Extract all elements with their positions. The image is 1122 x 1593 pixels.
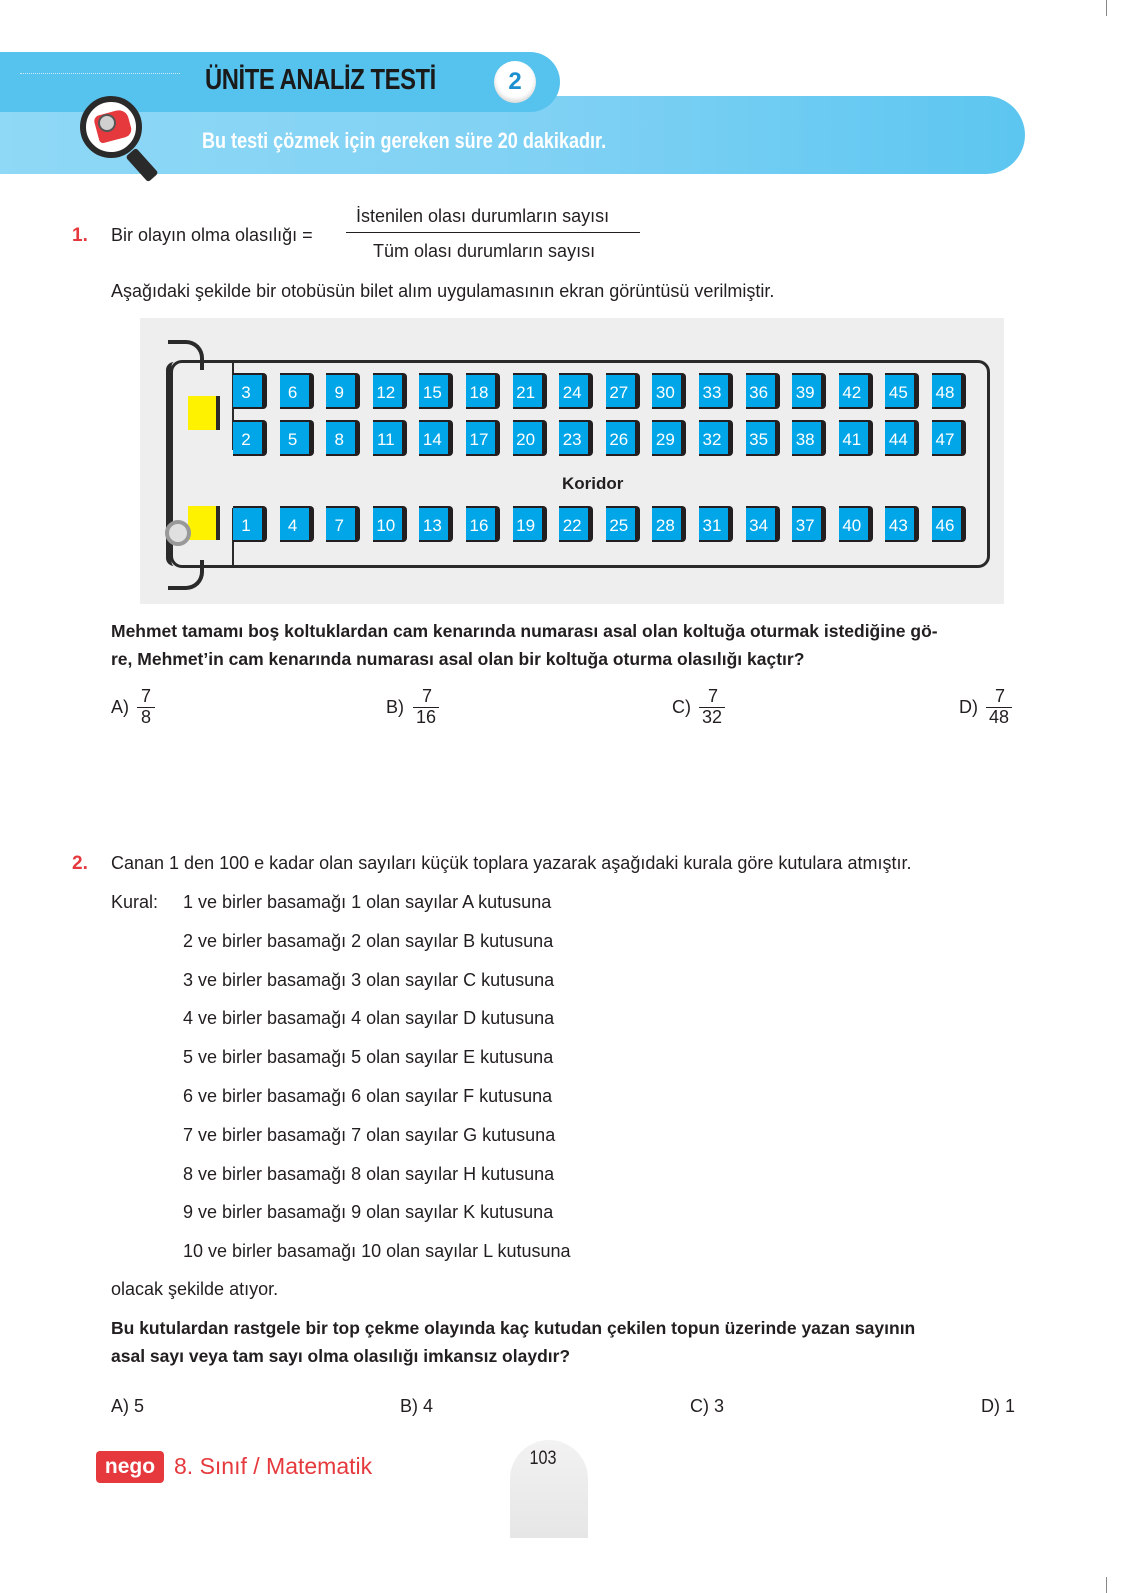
seat[interactable]: 8 — [326, 420, 360, 456]
seat[interactable]: 38 — [792, 420, 826, 456]
rule-item: 3 ve birler basamağı 3 olan sayılar C kutusuna — [183, 969, 555, 990]
stopwatch-icon — [98, 114, 116, 132]
option-label: A) — [111, 697, 129, 717]
seat[interactable]: 23 — [559, 420, 593, 456]
formula-numerator: İstenilen olası durumların sayısı — [356, 206, 610, 226]
seat[interactable]: 20 — [513, 420, 547, 456]
seat[interactable]: 15 — [419, 373, 453, 409]
rule-item: 6 ve birler basamağı 6 olan sayılar F kutusuna — [183, 1086, 553, 1106]
question-2-text-line2: asal sayı veya tam sayı olma olasılığı imkansız olaydır? — [111, 1346, 571, 1366]
question-2-outro: olacak şekilde atıyor. — [111, 1279, 279, 1299]
option-numerator: 7 — [141, 686, 152, 706]
option-a[interactable]: A) 5 — [111, 1396, 145, 1416]
seat[interactable]: 17 — [466, 420, 500, 456]
option-denominator: 16 — [416, 707, 437, 727]
question-2-number: 2. — [72, 853, 88, 874]
seat[interactable]: 28 — [652, 506, 686, 542]
question-1-number: 1. — [72, 225, 88, 246]
steering-wheel-icon — [165, 520, 191, 546]
page-number: 103 — [529, 1448, 557, 1469]
seat[interactable]: 37 — [792, 506, 826, 542]
footer-subject: 8. Sınıf / Matematik — [174, 1453, 373, 1479]
seat[interactable]: 35 — [746, 420, 780, 456]
seat[interactable]: 5 — [280, 420, 314, 456]
option-denominator: 8 — [141, 707, 152, 727]
test-number-badge: 2 — [494, 61, 536, 103]
seat[interactable]: 24 — [559, 373, 593, 409]
seat[interactable]: 34 — [746, 506, 780, 542]
seat[interactable]: 30 — [652, 373, 686, 409]
option-numerator: 7 — [422, 686, 433, 706]
seat[interactable]: 25 — [606, 506, 640, 542]
seat[interactable]: 45 — [885, 373, 919, 409]
rule-item: 1 ve birler basamağı 1 olan sayılar A kutusuna — [183, 892, 552, 912]
seat[interactable]: 46 — [932, 506, 966, 542]
rule-item: 9 ve birler basamağı 9 olan sayılar K kutusuna — [183, 1202, 554, 1223]
seat[interactable]: 7 — [326, 506, 360, 542]
rule-item: 8 ve birler basamağı 8 olan sayılar H kutusuna — [183, 1163, 555, 1184]
seat[interactable]: 29 — [652, 420, 686, 456]
seat[interactable]: 26 — [606, 420, 640, 456]
question-2-intro: Canan 1 den 100 e kadar olan sayıları küçük toplara yazarak aşağıdaki kurala göre kutulara atmıştır. — [111, 853, 912, 873]
rule-item: 5 ve birler basamağı 5 olan sayılar E kutusuna — [183, 1047, 554, 1068]
seat[interactable]: 36 — [746, 373, 780, 409]
seat[interactable]: 19 — [513, 506, 547, 542]
seat[interactable]: 6 — [280, 373, 314, 409]
seat[interactable]: 32 — [699, 420, 733, 456]
seat[interactable]: 47 — [932, 420, 966, 456]
attendant-seat — [188, 396, 220, 430]
seat[interactable]: 43 — [885, 506, 919, 542]
seat[interactable]: 40 — [839, 506, 873, 542]
rule-label: Kural: — [111, 892, 159, 912]
seat[interactable]: 41 — [839, 420, 873, 456]
option-label: B) — [386, 697, 404, 717]
question-1-text-line2: re, Mehmet’in cam kenarında numarası asal olan bir koltuğa oturma olasılığı kaçtır? — [111, 649, 805, 669]
option-denominator: 48 — [989, 707, 1010, 727]
seat[interactable]: 21 — [513, 373, 547, 409]
page-title: ÜNİTE ANALİZ TESTİ — [205, 64, 436, 96]
seat[interactable]: 48 — [932, 373, 966, 409]
option-label: C) — [672, 697, 691, 717]
banner-dotted-line — [20, 73, 180, 74]
seat[interactable]: 11 — [373, 420, 407, 456]
crop-mark — [1106, 0, 1107, 16]
option-label: D) — [959, 697, 978, 717]
seat[interactable]: 14 — [419, 420, 453, 456]
formula-label: Bir olayın olma olasılığı = — [111, 225, 313, 245]
option-numerator: 7 — [995, 686, 1006, 706]
question-1-intro: Aşağıdaki şekilde bir otobüsün bilet alım uygulamasının ekran görüntüsü verilmiştir. — [111, 281, 775, 301]
seat[interactable]: 31 — [699, 506, 733, 542]
seat[interactable]: 2 — [233, 420, 267, 456]
seat[interactable]: 12 — [373, 373, 407, 409]
seat[interactable]: 3 — [233, 373, 267, 409]
question-1-text-line1: Mehmet tamamı boş koltuklardan cam kenarında numarası asal olan koltuğa oturmak istediğine gö- — [111, 621, 938, 641]
rule-item: 2 ve birler basamağı 2 olan sayılar B kutusuna — [183, 930, 554, 951]
seat[interactable]: 16 — [466, 506, 500, 542]
seat[interactable]: 10 — [373, 506, 407, 542]
crop-mark — [1106, 1577, 1107, 1593]
rule-item: 7 ve birler basamağı 7 olan sayılar G kutusuna — [183, 1124, 556, 1145]
option-denominator: 32 — [702, 707, 723, 727]
seat[interactable]: 27 — [606, 373, 640, 409]
corridor-label: Koridor — [562, 474, 624, 493]
seat[interactable]: 13 — [419, 506, 453, 542]
option-b[interactable]: B) 4 — [400, 1396, 434, 1416]
rule-item: 10 ve birler basamağı 10 olan sayılar L kutusuna — [183, 1241, 571, 1262]
seat[interactable]: 39 — [792, 373, 826, 409]
seat[interactable]: 9 — [326, 373, 360, 409]
question-2-text-line1: Bu kutulardan rastgele bir top çekme olayında kaç kutudan çekilen topun üzerinde yazan sayının — [111, 1318, 916, 1338]
rule-item: 4 ve birler basamağı 4 olan sayılar D kutusuna — [183, 1008, 555, 1029]
option-numerator: 7 — [708, 686, 719, 706]
option-c[interactable]: C) 3 — [690, 1396, 725, 1416]
seat[interactable]: 44 — [885, 420, 919, 456]
seat[interactable]: 18 — [466, 373, 500, 409]
seat[interactable]: 1 — [233, 506, 267, 542]
formula-fraction-line — [346, 232, 640, 233]
time-limit-subtitle: Bu testi çözmek için gereken süre 20 dakikadır. — [202, 128, 607, 153]
formula-denominator: Tüm olası durumların sayısı — [373, 241, 596, 261]
driver-seat — [188, 506, 220, 540]
seat[interactable]: 22 — [559, 506, 593, 542]
publisher-logo: nego — [96, 1451, 164, 1483]
seat[interactable]: 33 — [699, 373, 733, 409]
seat[interactable]: 42 — [839, 373, 873, 409]
seat[interactable]: 4 — [280, 506, 314, 542]
option-d[interactable]: D) 1 — [981, 1396, 1016, 1416]
